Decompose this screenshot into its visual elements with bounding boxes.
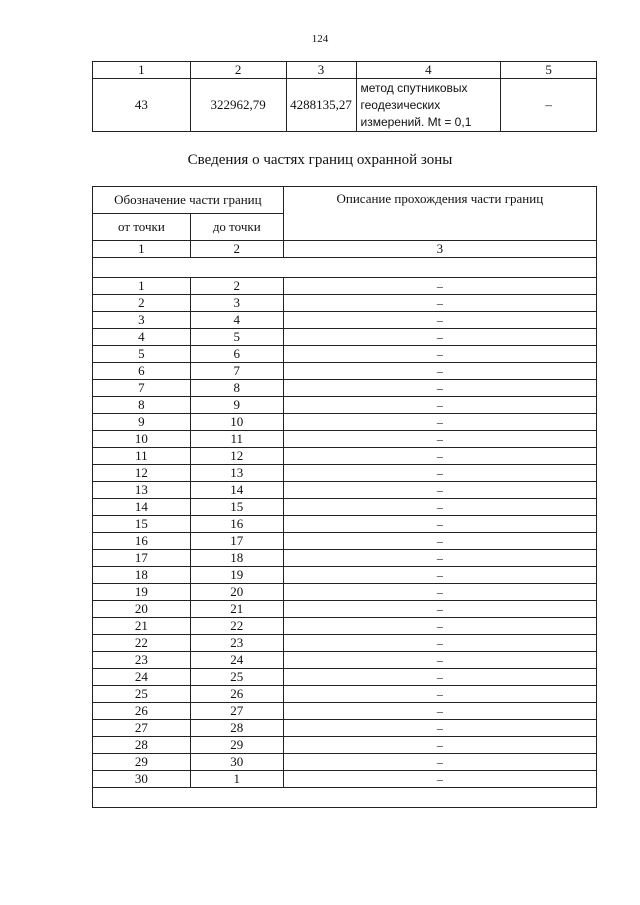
to-point: 18 xyxy=(190,550,283,567)
table-row xyxy=(93,533,597,550)
table-row xyxy=(93,686,597,703)
from-point: 27 xyxy=(93,720,191,737)
col-header-5: 5 xyxy=(501,62,597,79)
from-point: 28 xyxy=(93,737,191,754)
description: – xyxy=(283,771,596,788)
to-point: 25 xyxy=(190,669,283,686)
col-header-2: 2 xyxy=(190,62,286,79)
boundary-parts-table xyxy=(92,186,597,808)
description: – xyxy=(283,737,596,754)
description: – xyxy=(283,312,596,329)
header-to-point: до точки xyxy=(190,214,283,241)
from-point: 20 xyxy=(93,601,191,618)
table-row xyxy=(93,482,597,499)
from-point: 4 xyxy=(93,329,191,346)
description: – xyxy=(283,363,596,380)
description: – xyxy=(283,567,596,584)
col-number-1: 1 xyxy=(93,241,191,258)
from-point: 9 xyxy=(93,414,191,431)
from-point: 16 xyxy=(93,533,191,550)
table-row xyxy=(93,584,597,601)
description: – xyxy=(283,618,596,635)
blank-cell xyxy=(93,258,597,278)
table-row xyxy=(93,312,597,329)
to-point: 28 xyxy=(190,720,283,737)
table-row xyxy=(93,363,597,380)
from-point: 2 xyxy=(93,295,191,312)
to-point: 24 xyxy=(190,652,283,669)
from-point: 24 xyxy=(93,669,191,686)
point-number: 43 xyxy=(93,79,191,132)
table-row xyxy=(93,567,597,584)
table-row xyxy=(93,703,597,720)
to-point: 11 xyxy=(190,431,283,448)
table-row xyxy=(93,669,597,686)
to-point: 14 xyxy=(190,482,283,499)
table-row xyxy=(93,652,597,669)
to-point: 8 xyxy=(190,380,283,397)
to-point: 27 xyxy=(190,703,283,720)
description: – xyxy=(283,397,596,414)
to-point: 2 xyxy=(190,278,283,295)
description: – xyxy=(283,295,596,312)
table-row xyxy=(93,771,597,788)
to-point: 20 xyxy=(190,584,283,601)
col-header-3: 3 xyxy=(286,62,356,79)
description: – xyxy=(283,533,596,550)
to-point: 10 xyxy=(190,414,283,431)
from-point: 14 xyxy=(93,499,191,516)
description: – xyxy=(283,329,596,346)
to-point: 5 xyxy=(190,329,283,346)
coordinates-header-row xyxy=(93,62,597,79)
from-point: 30 xyxy=(93,771,191,788)
to-point: 21 xyxy=(190,601,283,618)
table-row xyxy=(93,737,597,754)
table-row xyxy=(93,295,597,312)
from-point: 21 xyxy=(93,618,191,635)
table-row xyxy=(93,754,597,771)
to-point: 23 xyxy=(190,635,283,652)
description: – xyxy=(283,635,596,652)
to-point: 30 xyxy=(190,754,283,771)
table-row xyxy=(93,278,597,295)
from-point: 15 xyxy=(93,516,191,533)
coord-x: 322962,79 xyxy=(190,79,286,132)
to-point: 7 xyxy=(190,363,283,380)
table-row xyxy=(93,431,597,448)
blank-cell xyxy=(93,788,597,808)
description: – xyxy=(283,703,596,720)
header-from-point: от точки xyxy=(93,214,191,241)
page-number: 124 xyxy=(311,33,329,45)
from-point: 1 xyxy=(93,278,191,295)
from-point: 22 xyxy=(93,635,191,652)
description: – xyxy=(283,278,596,295)
header-boundary-designation: Обозначение части границ xyxy=(93,187,284,214)
table-row xyxy=(93,720,597,737)
from-point: 11 xyxy=(93,448,191,465)
to-point: 26 xyxy=(190,686,283,703)
table-row xyxy=(93,380,597,397)
to-point: 9 xyxy=(190,397,283,414)
from-point: 19 xyxy=(93,584,191,601)
description: – xyxy=(283,414,596,431)
from-point: 26 xyxy=(93,703,191,720)
from-point: 23 xyxy=(93,652,191,669)
to-point: 4 xyxy=(190,312,283,329)
from-point: 10 xyxy=(93,431,191,448)
coordinates-row xyxy=(93,79,597,132)
method-description xyxy=(356,79,501,132)
description: – xyxy=(283,448,596,465)
description: – xyxy=(283,482,596,499)
description: – xyxy=(283,380,596,397)
from-point: 8 xyxy=(93,397,191,414)
method-line: измерений. Mt = 0,1 xyxy=(360,114,472,129)
description: – xyxy=(283,754,596,771)
description: – xyxy=(283,516,596,533)
description: – xyxy=(283,584,596,601)
table-row xyxy=(93,397,597,414)
from-point: 5 xyxy=(93,346,191,363)
method-line: геодезических xyxy=(360,97,441,112)
from-point: 25 xyxy=(93,686,191,703)
table-row xyxy=(93,465,597,482)
to-point: 15 xyxy=(190,499,283,516)
from-point: 7 xyxy=(93,380,191,397)
table-row xyxy=(93,448,597,465)
from-point: 18 xyxy=(93,567,191,584)
col-number-3: 3 xyxy=(283,241,596,258)
to-point: 13 xyxy=(190,465,283,482)
description: – xyxy=(283,669,596,686)
table-row xyxy=(93,414,597,431)
table-row xyxy=(93,601,597,618)
to-point: 22 xyxy=(190,618,283,635)
to-point: 19 xyxy=(190,567,283,584)
from-point: 12 xyxy=(93,465,191,482)
description: – xyxy=(283,346,596,363)
to-point: 1 xyxy=(190,771,283,788)
col5-value: – xyxy=(501,79,597,132)
description: – xyxy=(283,550,596,567)
to-point: 3 xyxy=(190,295,283,312)
coordinates-table xyxy=(92,61,597,132)
header-boundary-description: Описание прохождения части границ xyxy=(283,187,596,241)
col-number-2: 2 xyxy=(190,241,283,258)
description: – xyxy=(283,720,596,737)
description: – xyxy=(283,601,596,618)
col-header-4: 4 xyxy=(356,62,501,79)
table-row xyxy=(93,550,597,567)
table-row xyxy=(93,618,597,635)
to-point: 6 xyxy=(190,346,283,363)
column-number-row xyxy=(93,241,597,258)
to-point: 29 xyxy=(190,737,283,754)
from-point: 29 xyxy=(93,754,191,771)
description: – xyxy=(283,652,596,669)
blank-row xyxy=(93,258,597,278)
from-point: 6 xyxy=(93,363,191,380)
col-header-1: 1 xyxy=(93,62,191,79)
from-point: 13 xyxy=(93,482,191,499)
table-row xyxy=(93,329,597,346)
from-point: 17 xyxy=(93,550,191,567)
description: – xyxy=(283,431,596,448)
section-title: Сведения о частях границ охранной зоны xyxy=(187,152,453,168)
description: – xyxy=(283,686,596,703)
table-row xyxy=(93,516,597,533)
from-point: 3 xyxy=(93,312,191,329)
table-row xyxy=(93,346,597,363)
blank-row xyxy=(93,788,597,808)
to-point: 17 xyxy=(190,533,283,550)
table-row xyxy=(93,499,597,516)
method-line: метод спутниковых xyxy=(360,80,468,95)
to-point: 12 xyxy=(190,448,283,465)
coord-y: 4288135,27 xyxy=(286,79,356,132)
table-row xyxy=(93,635,597,652)
description: – xyxy=(283,465,596,482)
header-row-1 xyxy=(93,187,597,214)
to-point: 16 xyxy=(190,516,283,533)
description: – xyxy=(283,499,596,516)
